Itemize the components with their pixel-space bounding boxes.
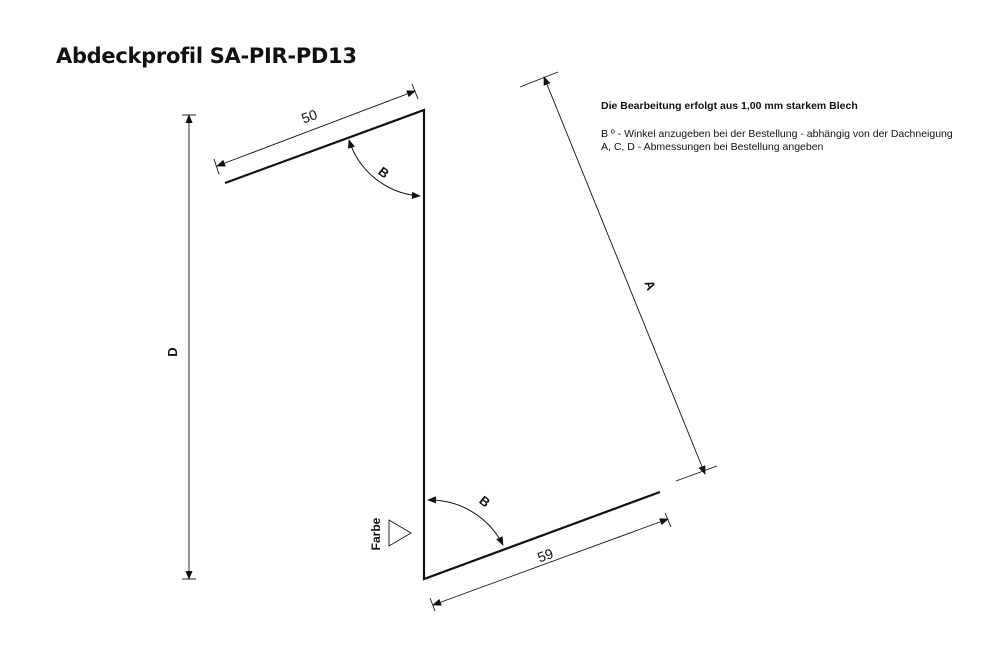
drawing-title: Abdeckprofil SA-PIR-PD13 — [56, 44, 357, 68]
profile-line — [225, 110, 660, 579]
top-angle — [349, 140, 420, 196]
note-angle: B º - Winkel anzugeben bei der Bestellung - abhängig von der Dachneigung — [601, 128, 953, 140]
top-flange-ext-left — [214, 159, 219, 174]
top-flange-dimension — [214, 84, 418, 174]
color-triangle-icon — [389, 520, 411, 546]
bottom-angle — [428, 493, 503, 545]
color-label: Farbe — [369, 517, 383, 551]
notes-heading: Die Bearbeitung erfolgt aus 1,00 mm starkem Blech — [601, 100, 858, 112]
bottom-angle-label: B — [476, 492, 494, 511]
diagonal-ext-bottom — [676, 466, 717, 481]
height-label: D — [165, 347, 180, 357]
bottom-angle-arc — [428, 500, 503, 545]
top-flange-label: 50 — [299, 106, 320, 127]
profile-outline — [225, 110, 660, 579]
note-dimensions: A, C, D - Abmessungen bei Bestellung angeben — [601, 141, 824, 153]
bottom-flange-dimension — [430, 513, 671, 611]
top-angle-label: B — [375, 163, 393, 182]
top-flange-dim-line — [217, 91, 415, 166]
diagonal-label: A — [641, 278, 659, 293]
height-dimension — [165, 115, 196, 579]
bottom-flange-label: 59 — [535, 545, 556, 566]
diagonal-dim-line — [544, 77, 705, 474]
diagonal-ext-top — [520, 72, 558, 87]
color-side-marker — [369, 517, 411, 550]
diagonal-dimension — [520, 72, 717, 481]
